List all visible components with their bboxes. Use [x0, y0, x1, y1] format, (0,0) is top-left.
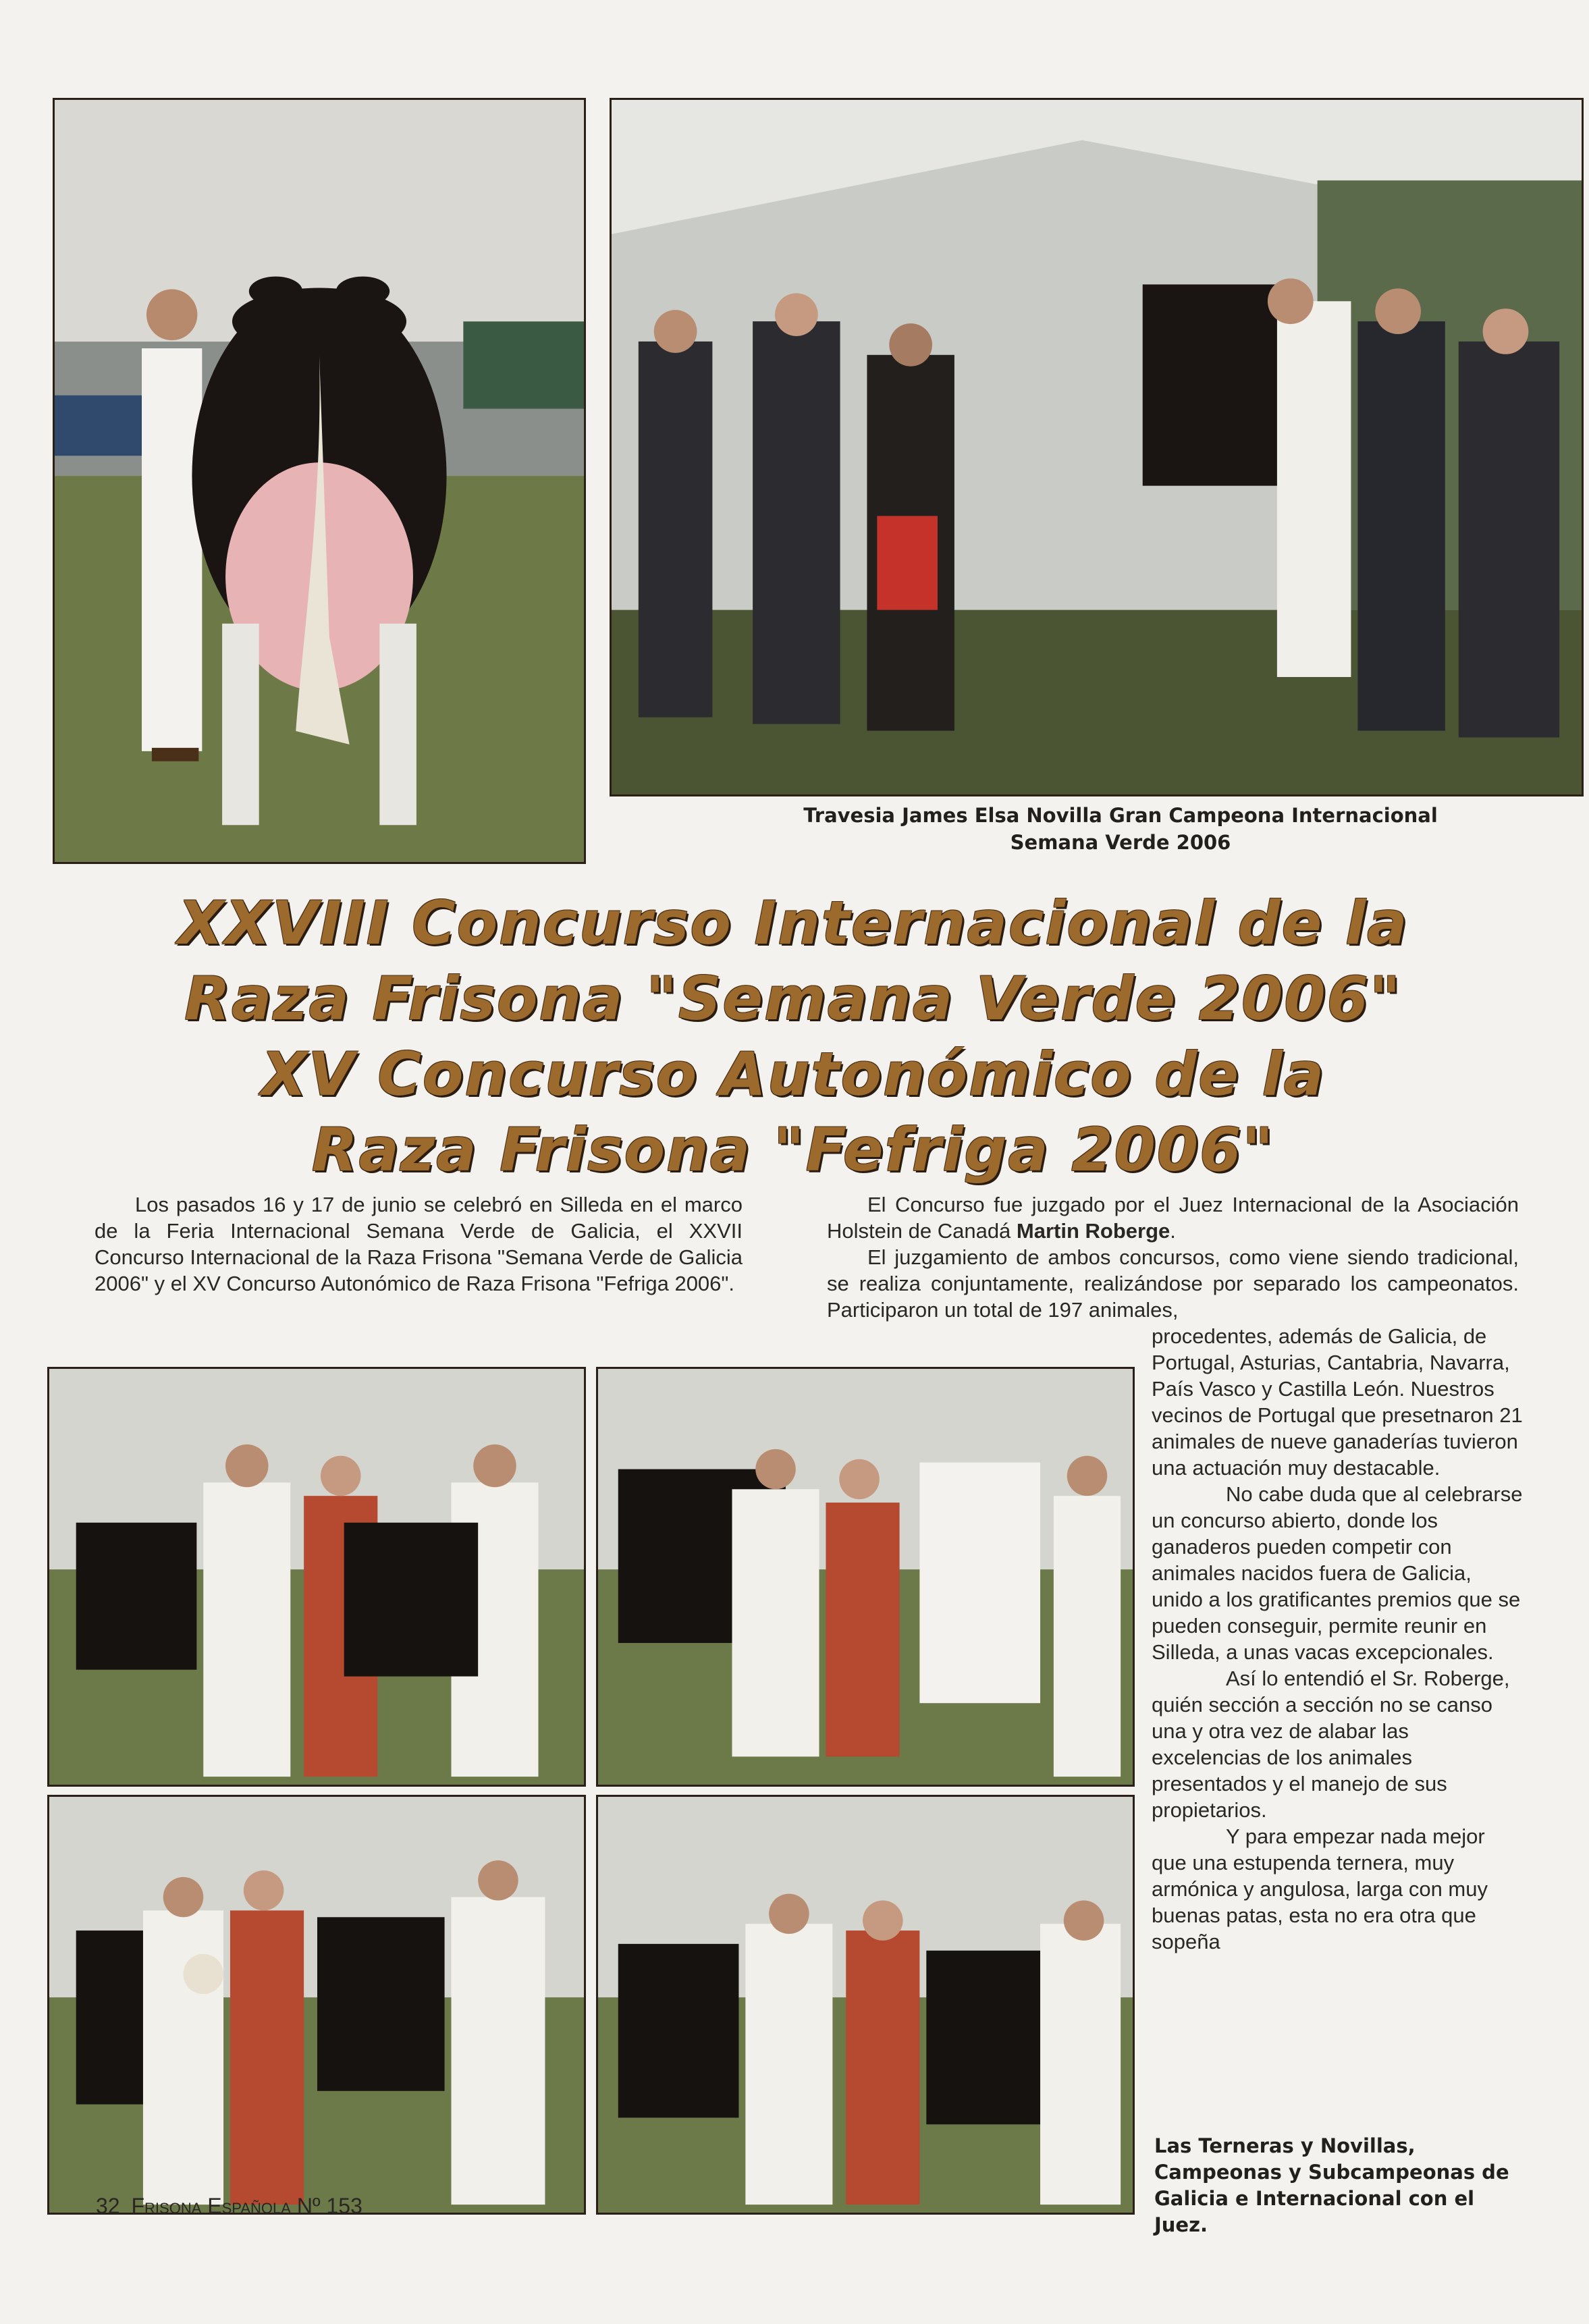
intro-column — [95, 1191, 743, 1297]
judge-paragraph — [827, 1191, 1519, 1244]
photo-handlers-heifers-2 — [596, 1367, 1135, 1787]
photo-handlers-heifers-1 — [47, 1367, 586, 1787]
participants-paragraph: procedentes, además de Galicia, de Portugal, Asturias, Cantabria, Navarra, País Vasco y Castilla León. Nuestros vecinos de Portugal que presetnaron 21 animales de nueve ganaderías tuvieron una actuación muy destacable. — [1152, 1324, 1523, 1480]
judge-paragraph-end: . — [1170, 1219, 1176, 1243]
right-column-top — [827, 1191, 1519, 1323]
photo-caption-champion — [763, 802, 1478, 856]
photo-champion-group — [610, 98, 1584, 796]
judge-praise-paragraph: Así lo entendió el Sr. Roberge, quién sección a sección no se canso una y otra vez de alabar las excelencias de los animales presentados y el manejo de sus propietarios. — [1152, 1667, 1510, 1822]
intro-paragraph: Los pasados 16 y 17 de junio se celebró en Silleda en el marco de la Feria Internacional Semana Verde de Galicia, el XXVII Concurso Internacional de la Raza Frisona "Semana Verde de Galicia 2006" y el XV Concurso Autonómico de Raza Frisona "Fefriga 2006". — [95, 1193, 743, 1295]
photo-handlers-rosettes-2 — [596, 1795, 1135, 2215]
page-folio — [96, 2194, 362, 2219]
page-number: 32 — [96, 2194, 120, 2218]
judging-paragraph: El juzgamiento de ambos concursos, como viene siendo tradicional, se realiza conjuntamente, realizándose por separado los campeonatos. Participaron un total de 197 animales, — [827, 1245, 1519, 1322]
narrow-column — [1152, 1323, 1523, 1955]
article-title — [135, 886, 1451, 1188]
title-line-3: XV Concurso Autonómico de la — [261, 1039, 1326, 1109]
photo-cow-rear-view — [53, 98, 586, 864]
issue-number: Nº 153 — [296, 2194, 362, 2218]
caption-line-1: Travesia James Elsa Novilla Gran Campeona Internacional — [803, 804, 1438, 827]
judge-name: Martin Roberge — [1016, 1219, 1170, 1243]
caption-line-2: Semana Verde 2006 — [1010, 831, 1231, 854]
magazine-name: Frisona Española — [131, 2194, 291, 2218]
first-animal-paragraph: Y para empezar nada mejor que una estupenda ternera, muy armónica y angulosa, larga con muy buenas patas, esta no era otra que sopeña — [1152, 1825, 1488, 1953]
title-line-1: XXVIII Concurso Internacional de la — [178, 888, 1409, 958]
photo-caption-grid: Las Terneras y Novillas, Campeonas y Subcampeonas de Galicia e Internacional con el Juez. — [1154, 2134, 1509, 2236]
photo-handlers-rosettes-1 — [47, 1795, 586, 2215]
open-contest-paragraph: No cabe duda que al celebrarse un concurso abierto, donde los ganaderos pueden competir con animales nacidos fuera de Galicia, unido a los gratificantes premios que se pueden conseguir, permite reunir en Silleda, a unas vacas excepcionales. — [1152, 1482, 1523, 1664]
title-line-4: Raza Frisona "Fefriga 2006" — [311, 1115, 1275, 1185]
judge-paragraph-text: El Concurso fue juzgado por el Juez Internacional de la Asociación Holstein de Canadá — [827, 1193, 1519, 1243]
title-line-2: Raza Frisona "Semana Verde 2006" — [184, 964, 1402, 1033]
